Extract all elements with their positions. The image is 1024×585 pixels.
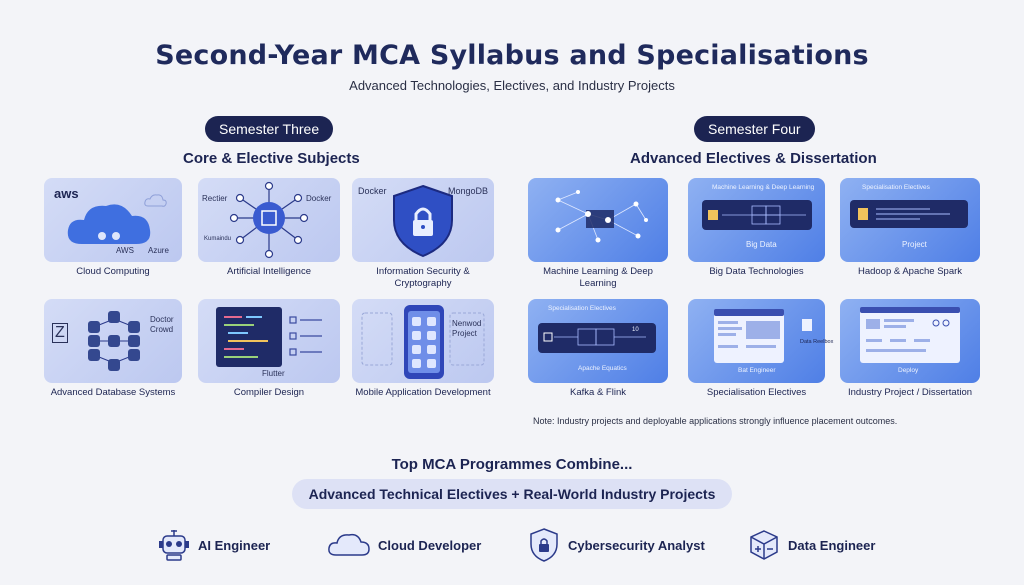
page-subtitle: Advanced Technologies, Electives, and Industry Projects <box>349 78 675 93</box>
subject-label: Kafka & Flink <box>570 387 626 398</box>
career-label: Cybersecurity Analyst <box>568 537 705 553</box>
neural-network-icon <box>198 178 340 262</box>
subject-label: Specialisation Electives <box>706 387 807 398</box>
subject-label: Machine Learning & Deep Learning <box>543 266 653 289</box>
network-graph-icon <box>528 178 668 262</box>
stream-panel: 10 <box>538 323 656 353</box>
kafka-illustration: Specialisation Electives 10 Apache Equatics <box>528 299 668 383</box>
subject-card-hadoop-spark[interactable] <box>840 178 980 278</box>
semester-four-heading: Advanced Electives & Dissertation <box>630 150 877 167</box>
robot-icon <box>156 527 192 563</box>
semester-four-badge: Semester Four <box>694 116 815 142</box>
database-icon <box>44 299 182 383</box>
cloud-computing-illustration: aws AWS Azure <box>44 178 182 262</box>
career-cybersecurity-analyst <box>526 527 705 563</box>
subject-card-artificial-intelligence[interactable] <box>198 178 340 278</box>
cloud-icon <box>326 527 372 563</box>
mobile-illustration: Nenwod Project <box>352 299 494 383</box>
subject-card-compiler-design[interactable] <box>198 299 340 399</box>
combine-heading: Top MCA Programmes Combine... <box>391 456 633 473</box>
placement-note: Note: Industry projects and deployable applications strongly influence placement outcomes. <box>533 416 898 426</box>
subject-card-cloud-computing[interactable] <box>44 178 182 278</box>
subject-card-advanced-database-systems[interactable] <box>44 299 182 399</box>
subject-label: Mobile Application Development <box>355 387 491 398</box>
subject-label: Compiler Design <box>233 387 305 398</box>
hadoop-illustration: Specialisation Electives Project <box>840 178 980 262</box>
subject-label: Information Security & Cryptography <box>376 266 470 289</box>
shield-lock-icon <box>526 527 562 563</box>
pipeline-icon <box>702 200 812 230</box>
career-label: Cloud Developer <box>378 537 482 553</box>
subject-card-mobile-application-development[interactable] <box>352 299 494 399</box>
subject-card-information-security[interactable] <box>352 178 494 290</box>
semester-three-heading: Core & Elective Subjects <box>183 150 360 167</box>
pipeline-icon <box>850 200 968 228</box>
subject-card-industry-project[interactable] <box>840 299 980 399</box>
database-illustration: Z Doctor Crowd <box>44 299 182 383</box>
ml-illustration <box>528 178 668 262</box>
subject-label: Hadoop & Apache Spark <box>857 266 963 277</box>
subject-label: Industry Project / Dissertation <box>847 387 973 398</box>
combine-pill: Advanced Technical Electives + Real-World Industry Projects <box>292 479 732 509</box>
career-label: Data Engineer <box>788 537 876 553</box>
ai-illustration: Rectier Docker Kumaindu <box>198 178 340 262</box>
smartphone-icon <box>352 299 494 383</box>
big-data-illustration: Machine Learning & Deep Learning Big Data <box>688 178 825 262</box>
pipeline-panel <box>850 200 968 228</box>
compiler-illustration: Flutter <box>198 299 340 383</box>
subject-label: Big Data Technologies <box>709 266 804 277</box>
cube-network-icon <box>746 527 782 563</box>
subject-label: Cloud Computing <box>76 266 150 277</box>
subject-card-big-data[interactable] <box>688 178 825 278</box>
career-cloud-developer <box>326 527 481 563</box>
subject-label: Advanced Database Systems <box>50 387 176 398</box>
subject-card-machine-learning[interactable] <box>528 178 668 290</box>
career-ai-engineer <box>156 527 270 563</box>
shield-lock-icon <box>352 178 494 262</box>
subject-card-kafka-flink[interactable] <box>528 299 668 399</box>
career-data-engineer <box>746 527 875 563</box>
security-illustration: Docker MongoDB <box>352 178 494 262</box>
career-label: AI Engineer <box>198 537 271 553</box>
page-title: Second-Year MCA Syllabus and Specialisations <box>155 40 869 71</box>
industry-project-illustration: Deploy <box>840 299 980 383</box>
subject-label: Artificial Intelligence <box>227 266 311 277</box>
subject-card-specialisation-electives[interactable] <box>688 299 834 399</box>
specialisation-illustration: Data Reelbox Bat Engineer <box>688 299 825 383</box>
pipeline-panel <box>702 200 812 230</box>
semester-three-badge: Semester Three <box>205 116 333 142</box>
